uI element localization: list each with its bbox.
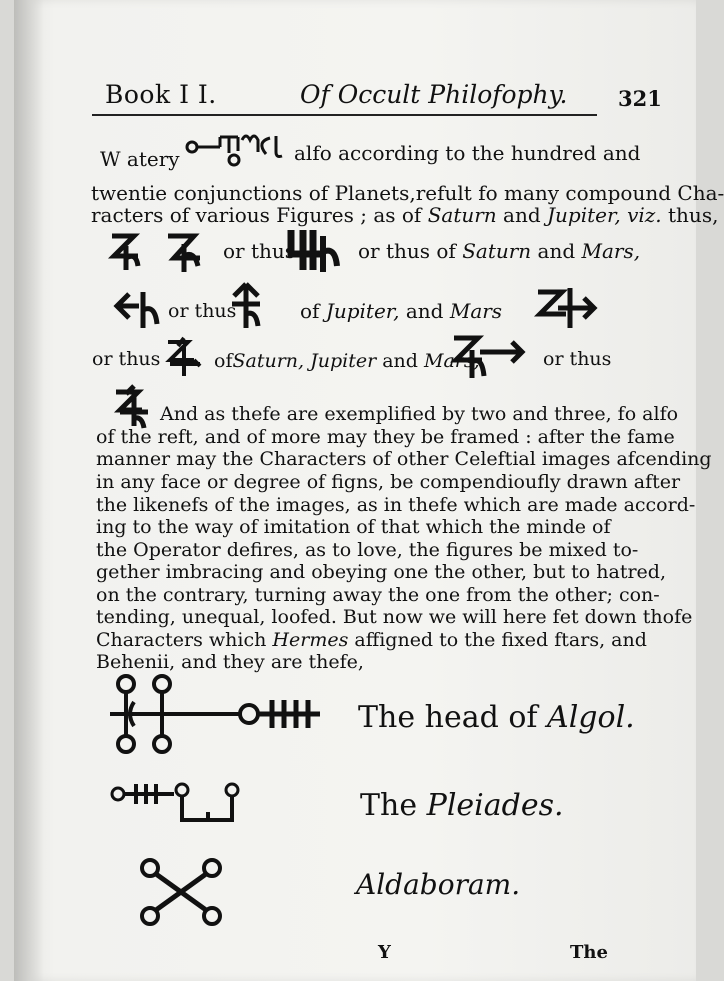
paragraph-line-8: gether imbracing and obeying one the other, but to hatred,: [96, 561, 666, 583]
line6-or-thus-2: or thus: [543, 348, 612, 370]
pleiades-character-glyph: [110, 782, 240, 828]
jupiter-mars-character-3: [534, 284, 598, 332]
paragraph-line-6: ing to the way of imitation of that which the minde of: [96, 516, 611, 538]
saturn-jupiter-mars-character-1: [164, 336, 204, 378]
line1-text: alfo according to the hundred and: [294, 141, 641, 165]
line11-a: Characters which: [96, 629, 267, 651]
line1-watery: W atery: [100, 147, 180, 171]
book-title: Of Occult Philofophy.: [300, 80, 568, 109]
saturn-name: Saturn: [427, 203, 497, 227]
catchword: The: [570, 942, 608, 963]
algol-character-glyph: [104, 672, 334, 760]
paragraph-line-5: the likenefs of the images, as in thefe which are made accord-: [96, 494, 696, 516]
aldaboram-caption: [356, 868, 520, 901]
page-gutter: [14, 0, 44, 981]
saturn-jupiter-mars-character-2: [450, 330, 528, 382]
line6-and: and: [382, 350, 418, 372]
line6-or-thus: or thus: [92, 348, 161, 370]
signature-mark: Y: [378, 942, 391, 963]
saturn-jupiter-character-2: [283, 226, 347, 276]
saturn-jupiter-character-1: [108, 228, 218, 276]
saturn-jupiter-names: Saturn, Jupiter: [232, 350, 377, 372]
page-number: 321: [618, 86, 662, 111]
line3-a: racters of various Figures ; as of: [91, 203, 422, 227]
line6-text: [214, 350, 480, 372]
paragraph-line-10: tending, unequal, loofed. But now we will here fet down thofe: [96, 606, 693, 628]
mars-name: Mars,: [423, 350, 480, 372]
line11-b: affigned to the fixed ftars, and: [354, 629, 647, 651]
line3-and: and: [503, 203, 541, 227]
paragraph-line-2: of the reft, and of more may they be framed : after the fame: [96, 426, 675, 448]
header-rule: [92, 114, 597, 116]
line3-thus: thus,: [668, 203, 719, 227]
pleiades-name: Pleiades.: [426, 788, 564, 823]
paragraph-line-11: [96, 629, 647, 651]
mars-name: Mars: [449, 299, 503, 323]
book-number: Book I I.: [105, 80, 217, 109]
line5-text: [300, 300, 502, 322]
line4-or-thus: or thus: [223, 239, 296, 263]
watery-character-glyph: [184, 130, 286, 170]
paragraph-line-9: on the contrary, turning away the one from the other; con-: [96, 584, 660, 606]
running-header: [95, 74, 680, 114]
line4-and: and: [537, 239, 576, 263]
paragraph-line-12: Behenii, and they are thefe,: [96, 651, 364, 673]
algol-prefix: The head of: [358, 700, 538, 735]
line6-of: of: [214, 350, 233, 372]
algol-caption: [358, 700, 635, 735]
aldaboram-name: Aldaboram.: [356, 868, 521, 901]
line5-and: and: [405, 299, 444, 323]
jupiter-mars-character-1: [113, 288, 165, 332]
aldaboram-character-glyph: [138, 856, 224, 928]
algol-name: Algol.: [547, 700, 635, 735]
paragraph-line-7: the Operator defires, as to love, the figures be mixed to-: [96, 539, 639, 561]
line5-of: of: [300, 299, 320, 323]
line5-or-thus: or thus: [168, 300, 237, 322]
paragraph-line-3: manner may the Characters of other Celeftial images afcending: [96, 448, 712, 470]
mars-name: Mars,: [581, 239, 641, 263]
pleiades-caption: [360, 788, 564, 823]
line4-b: or thus of: [358, 239, 456, 263]
jupiter-name: Jupiter,: [325, 299, 400, 323]
saturn-name: Saturn: [462, 239, 532, 263]
line2-text: twentie conjunctions of Planets,refult fo many compound Cha-: [91, 181, 724, 205]
hermes-name: Hermes: [272, 629, 349, 651]
line3-text: [91, 204, 718, 226]
jupiter-mars-character-2: [228, 282, 264, 332]
paragraph-line-4: in any face or degree of figns, be compendioufly drawn after: [96, 471, 681, 493]
saturn-jupiter-mars-character-3: [112, 384, 152, 430]
jupiter-name: Jupiter,: [547, 203, 621, 227]
viz-label: viz.: [627, 203, 662, 227]
paragraph-line-1: And as thefe are exemplified by two and three, fo alfo: [160, 403, 679, 425]
pleiades-prefix: The: [360, 788, 418, 823]
line4-text: [358, 240, 640, 262]
